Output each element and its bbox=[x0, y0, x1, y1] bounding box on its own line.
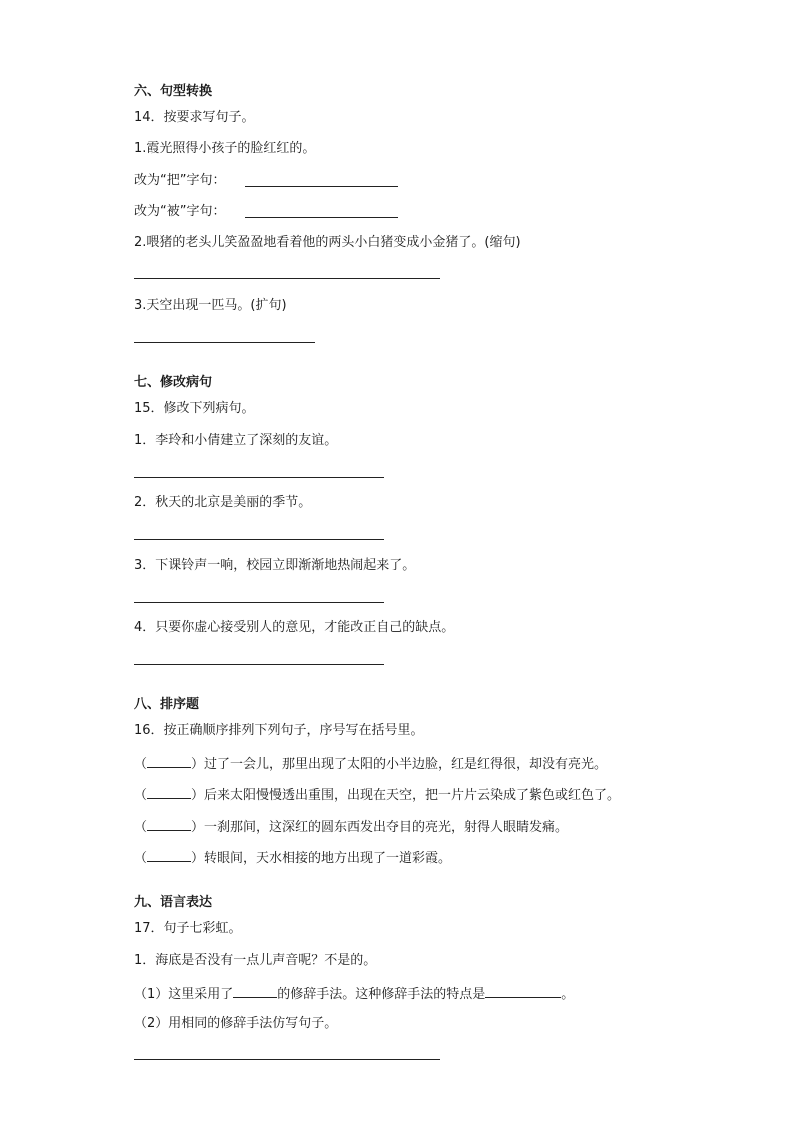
ordering-row bbox=[134, 786, 620, 804]
question-14: 14．按要求写句子。 bbox=[134, 110, 255, 125]
open-paren: （ bbox=[134, 757, 148, 772]
q15-item-1: 1．李玲和小倩建立了深刻的友谊。 bbox=[134, 433, 338, 448]
q17-item-1: 1．海底是否没有一点儿声音呢？不是的。 bbox=[134, 953, 377, 968]
q15-item-3: 3．下课铃声一响，校园立即渐渐地热闹起来了。 bbox=[134, 558, 416, 573]
ba-sentence-answer-line[interactable] bbox=[245, 186, 398, 187]
ordering-sentence: 后来太阳慢慢透出重围，出现在天空，把一片片云染成了紫色或红色了。 bbox=[204, 788, 621, 803]
open-paren: （ bbox=[134, 851, 148, 866]
order-answer-blank[interactable] bbox=[147, 786, 191, 799]
ba-sentence-label: 改为“把”字句： bbox=[134, 173, 226, 188]
q17-sub-2: （2）用相同的修辞手法仿写句子。 bbox=[134, 1016, 338, 1031]
q14-item-1: 1.霞光照得小孩子的脸红红的。 bbox=[134, 141, 316, 156]
q15-item-4-answer-line[interactable] bbox=[134, 664, 384, 665]
section-6-heading: 六、句型转换 bbox=[134, 84, 213, 99]
close-paren: ） bbox=[191, 757, 205, 772]
q15-item-2-answer-line[interactable] bbox=[134, 539, 384, 540]
question-16: 16．按正确顺序排列下列句子，序号写在括号里。 bbox=[134, 723, 424, 738]
sub1-text-b: 的修辞手法。这种修辞手法的特点是 bbox=[277, 987, 486, 1002]
rhetoric-device-blank[interactable] bbox=[233, 985, 277, 998]
ordering-sentence: 一刹那间，这深红的圆东西发出夺目的亮光，射得人眼睛发痛。 bbox=[204, 820, 569, 835]
section-8-heading: 八、排序题 bbox=[134, 697, 200, 712]
order-answer-blank[interactable] bbox=[147, 849, 191, 862]
q15-item-4: 4．只要你虚心接受别人的意见，才能改正自己的缺点。 bbox=[134, 620, 455, 635]
open-paren: （ bbox=[134, 788, 148, 803]
section-9-heading: 九、语言表达 bbox=[134, 895, 213, 910]
q14-item-2: 2.喂猪的老头儿笑盈盈地看着他的两头小白猪变成小金猪了。(缩句) bbox=[134, 235, 521, 250]
ordering-row bbox=[134, 755, 607, 773]
rhetoric-feature-blank[interactable] bbox=[485, 985, 561, 998]
open-paren: （ bbox=[134, 820, 148, 835]
bei-sentence-answer-line[interactable] bbox=[245, 217, 398, 218]
ordering-sentence: 过了一会儿，那里出现了太阳的小半边脸，红是红得很，却没有亮光。 bbox=[204, 757, 608, 772]
q14-item-3-answer-line[interactable] bbox=[134, 342, 315, 343]
question-15: 15．修改下列病句。 bbox=[134, 401, 255, 416]
close-paren: ） bbox=[191, 788, 205, 803]
bei-sentence-label: 改为“被”字句： bbox=[134, 204, 226, 219]
q15-item-2: 2．秋天的北京是美丽的季节。 bbox=[134, 495, 312, 510]
order-answer-blank[interactable] bbox=[147, 818, 191, 831]
q15-item-3-answer-line[interactable] bbox=[134, 602, 384, 603]
close-paren: ） bbox=[191, 851, 205, 866]
ordering-row bbox=[134, 849, 451, 867]
close-paren: ） bbox=[191, 820, 205, 835]
question-17: 17．句子七彩虹。 bbox=[134, 921, 242, 936]
sub1-text-a: （1）这里采用了 bbox=[134, 987, 234, 1002]
ordering-row bbox=[134, 818, 568, 836]
q17-sub-1 bbox=[134, 985, 574, 1003]
ordering-sentence: 转眼间，天水相接的地方出现了一道彩霞。 bbox=[204, 851, 452, 866]
order-answer-blank[interactable] bbox=[147, 755, 191, 768]
sub1-text-c: 。 bbox=[561, 987, 575, 1002]
section-7-heading: 七、修改病句 bbox=[134, 375, 213, 390]
q15-item-1-answer-line[interactable] bbox=[134, 477, 384, 478]
q14-item-3: 3.天空出现一匹马。(扩句) bbox=[134, 298, 287, 313]
q17-sub-2-answer-line[interactable] bbox=[134, 1059, 440, 1060]
q14-item-2-answer-line[interactable] bbox=[134, 278, 440, 279]
